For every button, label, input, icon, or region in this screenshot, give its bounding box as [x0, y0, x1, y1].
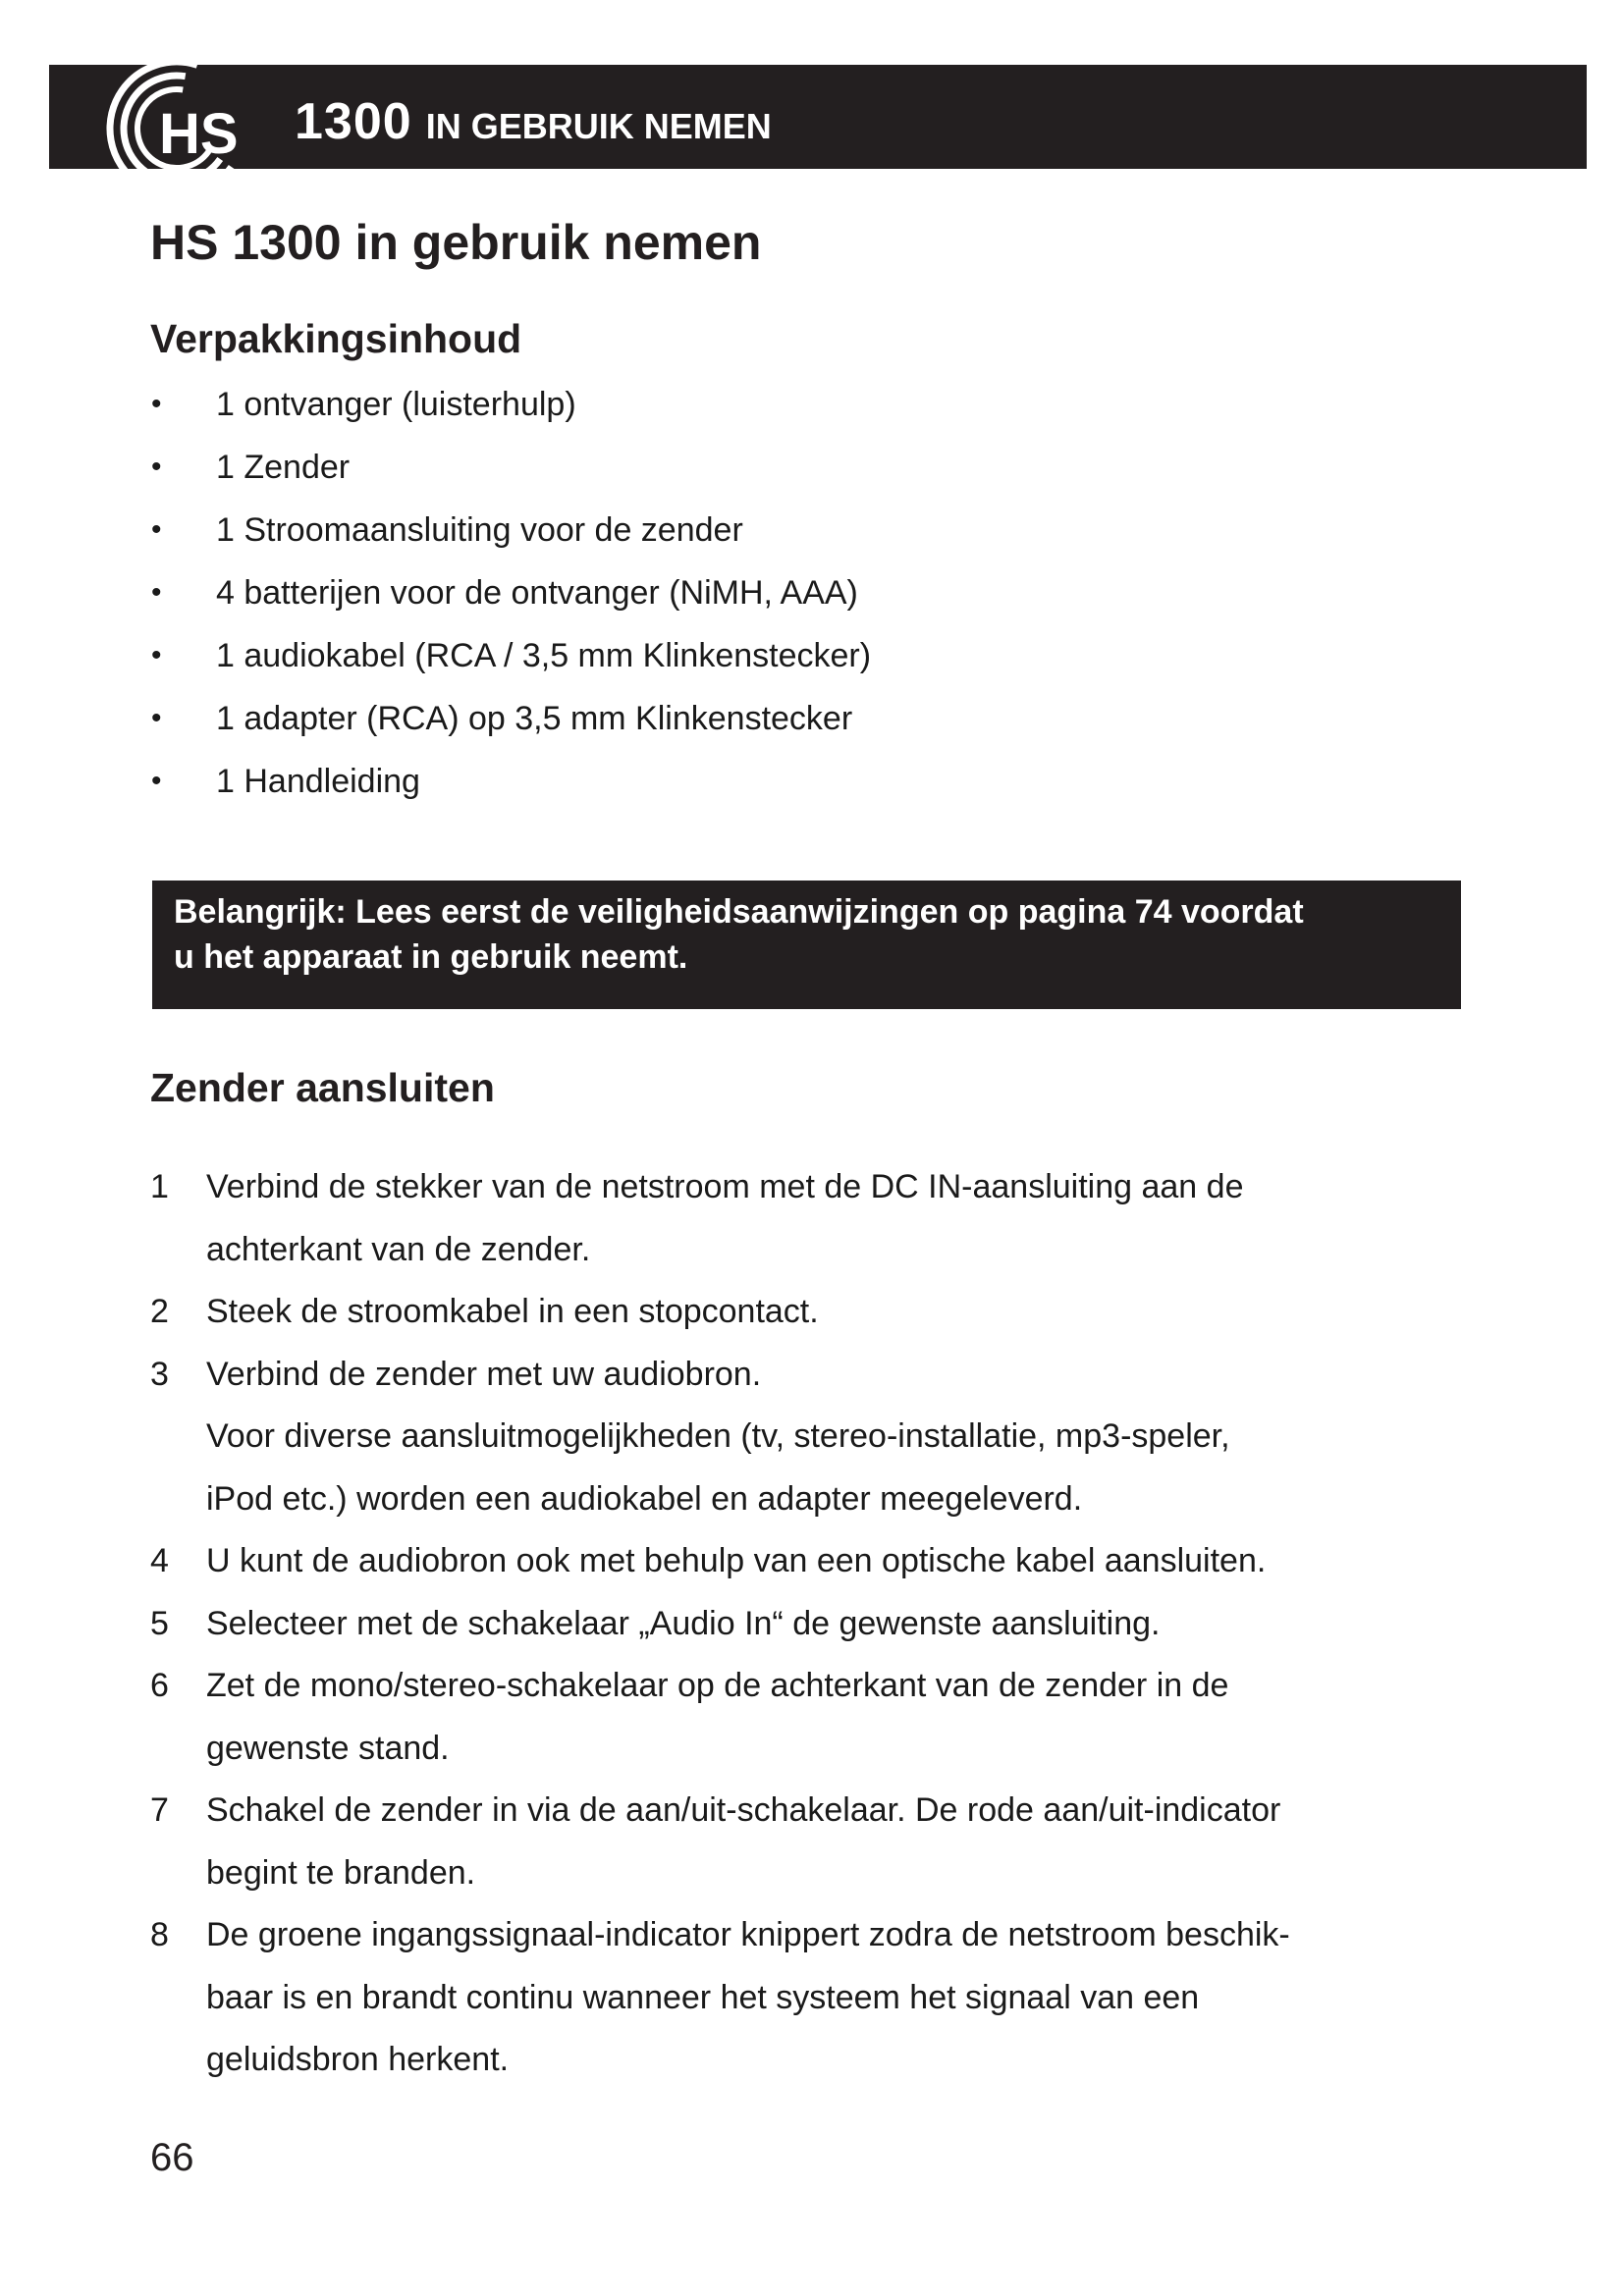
header-model: 1300: [295, 93, 412, 150]
step-text: Verbind de zender met uw audiobron.: [206, 1355, 762, 1393]
page-number: 66: [150, 2136, 194, 2179]
list-item: [147, 442, 1424, 505]
step-item: [150, 1344, 1476, 1531]
step-item: [150, 1904, 1476, 2092]
logo-text: HS: [159, 102, 239, 166]
notice-line-1: Belangrijk: Lees eerst de veiligheidsaanwijzingen op pagina 74 voordat: [174, 893, 1304, 931]
step-text: baar is en brandt continu wanneer het systeem het signaal van een: [206, 1978, 1200, 2016]
step-text: Voor diverse aansluitmogelijkheden (tv, stereo-installatie, mp3-speler,: [206, 1417, 1230, 1455]
step-text: U kunt de audiobron ook met behulp van een optische kabel aansluiten.: [206, 1542, 1267, 1579]
step-text: De groene ingangssignaal-indicator knippert zodra de netstroom beschik-: [206, 1916, 1290, 1953]
step-text: gewenste stand.: [206, 1729, 450, 1767]
list-item-text: 1 adapter (RCA) op 3,5 mm Klinkenstecker: [216, 700, 853, 737]
step-item: [150, 1530, 1476, 1593]
step-number: 3: [150, 1355, 169, 1393]
notice-line-2: u het apparaat in gebruik neemt.: [174, 938, 688, 976]
step-number: 4: [150, 1542, 169, 1579]
list-item: [147, 756, 1424, 819]
list-item: [147, 567, 1424, 630]
list-item-text: 1 Handleiding: [216, 763, 420, 800]
step-text: Selecteer met de schakelaar „Audio In“ de gewenste aansluiting.: [206, 1604, 1161, 1642]
step-text: iPod etc.) worden een audiokabel en adapter meegeleverd.: [206, 1479, 1083, 1518]
step-item: [150, 1156, 1476, 1281]
step-number: 1: [150, 1168, 169, 1205]
package-contents-list: [147, 379, 1424, 819]
step-item: [150, 1593, 1476, 1656]
step-text: geluidsbron herkent.: [206, 2041, 510, 2078]
step-item: [150, 1281, 1476, 1344]
important-notice: [152, 881, 1461, 1009]
bullet: •: [151, 702, 162, 734]
header-section: IN GEBRUIK NEMEN: [425, 106, 772, 146]
list-item-text: 1 Stroomaansluiting voor de zender: [216, 511, 743, 549]
header-title: [295, 92, 772, 161]
bullet: •: [151, 639, 162, 671]
list-item: [147, 505, 1424, 567]
step-number: 7: [150, 1791, 169, 1829]
bullet: •: [151, 576, 162, 609]
step-item: [150, 1780, 1476, 1904]
step-number: 2: [150, 1293, 169, 1330]
bullet: •: [151, 451, 162, 483]
page-title: HS 1300 in gebruik nemen: [150, 215, 762, 270]
bullet: •: [151, 388, 162, 420]
hs-logo: [98, 55, 304, 202]
step-item: [150, 1655, 1476, 1780]
list-item-text: 4 batterijen voor de ontvanger (NiMH, AAA): [216, 574, 858, 612]
list-item-text: 1 Zender: [216, 449, 351, 486]
step-number: 8: [150, 1916, 169, 1953]
step-number: 5: [150, 1604, 169, 1642]
list-item-text: 1 ontvanger (luisterhulp): [216, 386, 576, 423]
step-text: achterkant van de zender.: [206, 1230, 591, 1268]
connect-steps-list: [150, 1156, 1476, 2092]
step-text: begint te branden.: [206, 1853, 476, 1892]
connect-transmitter-heading: Zender aansluiten: [150, 1065, 495, 1110]
hs-logo-graphic: [98, 55, 304, 202]
step-text: Zet de mono/stereo-schakelaar op de achterkant van de zender in de: [206, 1667, 1229, 1704]
list-item: [147, 379, 1424, 442]
list-item: [147, 630, 1424, 693]
bullet: •: [151, 513, 162, 546]
step-number: 6: [150, 1667, 169, 1704]
step-text: Schakel de zender in via de aan/uit-schakelaar. De rode aan/uit-indicator: [206, 1791, 1281, 1829]
step-text: Steek de stroomkabel in een stopcontact.: [206, 1293, 819, 1330]
list-item: [147, 693, 1424, 756]
package-contents-heading: Verpakkingsinhoud: [150, 316, 522, 361]
list-item-text: 1 audiokabel (RCA / 3,5 mm Klinkenstecker): [216, 637, 872, 674]
step-text: Verbind de stekker van de netstroom met de DC IN-aansluiting aan de: [206, 1168, 1244, 1205]
bullet: •: [151, 765, 162, 797]
